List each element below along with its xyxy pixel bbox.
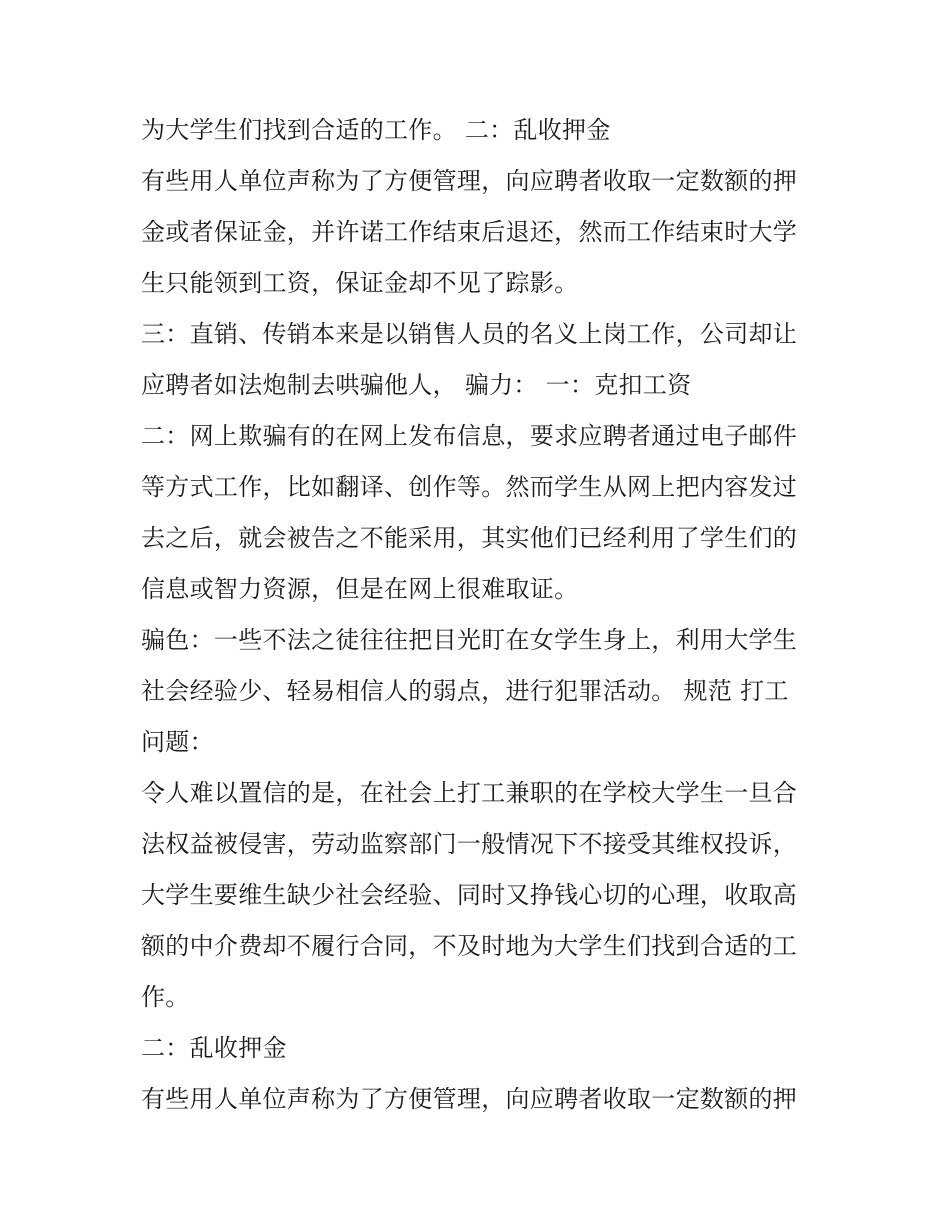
text-line: 社会经验少、轻易相信人的弱点，进行犯罪活动。 规范 打工 [141,677,789,705]
text-line: 额的中介费却不履行合同，不及时地为大学生们找到合适的工 [141,932,798,960]
text-line: 骗色：一些不法之徒往往把目光盯在女学生身上，利用大学生 [141,626,798,654]
text-line: 三：直销、传销本来是以销售人员的名义上岗工作，公司却让 [141,320,798,348]
text-line: 问题： [141,728,214,756]
text-line: 作。 [141,983,190,1011]
text-line: 法权益被侵害，劳动监察部门一般情况下不接受其维权投诉， [141,830,798,858]
text-line: 应聘者如法炮制去哄骗他人， 骗力： 一：克扣工资 [141,371,692,399]
text-line: 有些用人单位声称为了方便管理，向应聘者收取一定数额的押 [141,1085,798,1113]
text-line: 生只能领到工资，保证金却不见了踪影。 [141,269,579,297]
text-line: 信息或智力资源，但是在网上很难取证。 [141,575,579,603]
text-line: 去之后，就会被告之不能采用，其实他们已经利用了学生们的 [141,524,798,552]
text-line: 等方式工作，比如翻译、创作等。然而学生从网上把内容发过 [141,473,798,501]
text-line: 金或者保证金，并许诺工作结束后退还，然而工作结束时大学 [141,218,798,246]
text-line: 二：乱收押金 [141,1034,287,1062]
text-line: 令人难以置信的是，在社会上打工兼职的在学校大学生一旦合 [141,779,798,807]
text-line: 二：网上欺骗有的在网上发布信息，要求应聘者通过电子邮件 [141,422,798,450]
text-line: 为大学生们找到合适的工作。 二：乱收押金 [141,116,611,144]
text-line: 大学生要维生缺少社会经验、同时又挣钱心切的心理，收取高 [141,881,798,909]
text-line: 有些用人单位声称为了方便管理，向应聘者收取一定数额的押 [141,167,798,195]
